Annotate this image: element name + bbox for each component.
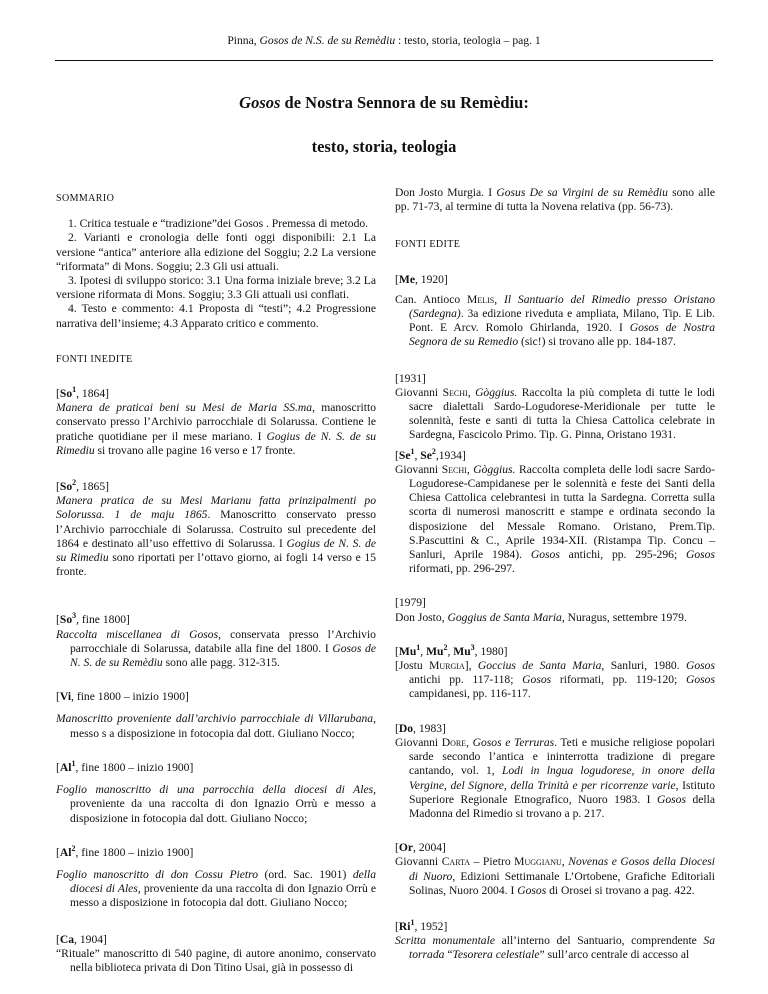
- right-column: [395, 186, 715, 963]
- sommario-list: [56, 217, 376, 331]
- sommario-heading: SOMMARIO: [56, 193, 115, 204]
- source-entry-ca-continued: Don Josto Murgia. I Gosus De sa Virgini de su Remèdiu sono alle pp. 71-73, al termine di tutta la Novena relativa (pp. 56-73).: [395, 186, 715, 214]
- source-entry-ca: [Ca, 1904] “Rituale” manoscritto di 540 pagine, di autore anonimo, conservato nella biblioteca privata di Don Titino Usai, già in possesso di: [56, 932, 376, 974]
- sommario-item: 4. Testo e commento: 4.1 Proposta di “testi”; 4.2 Progressione narrativa dell’insieme; 4.3 Apparato critico e commento.: [56, 302, 376, 330]
- source-entry-do: [Do, 1983] Giovanni Dore, Gosos e Terruras. Teti e musiche religiose popolari sarde secondo l’antica e ininterrotta tradizione di pregare cantando, vol. 1, Lodi in lngua logudorese, in onore della Vergine, del Signore, della Trinità e per ricorrenze varie, Istituto Superiore Regionale Etnografico, Nuoro 1983. I Gosos della Madonna del Rimedio si trovano a p. 217.: [395, 721, 715, 820]
- source-entry-so3: [So$^3$, fine 1800] Raccolta miscellanea di Gosos, conservata presso l’Archivio parrocchiale di Solarussa, databile alla fine del 1800. I Gosos de N. S. de su Remèdiu sono alle pagg. 312-315.: [56, 611, 376, 670]
- fonti-inedite-heading: FONTI INEDITE: [56, 353, 133, 365]
- source-entry-or: [Or, 2004] Giovanni Carta – Pietro Muggianu, Novenas e Gosos della Diocesi di Nuoro, Edizioni Settimanale L’Ortobene, Grafiche Editoriali Solinas, Nuoro 2004. I Gosos di Orosei si trovano a pag. 422.: [395, 841, 716, 897]
- fonti-edite-heading: FONTI EDITE: [395, 239, 461, 251]
- header-rule: [55, 60, 713, 61]
- running-header: Pinna, Gosos de N.S. de su Remèdiu : testo, storia, teologia – pag. 1: [227, 34, 541, 47]
- source-entry-1931: [1931] Giovanni Sechi, Gòggius. Raccolta la più completa di tutte le lodi sacre dialettali Sardo-Logudorese-Meridionale per tutte le solennità, feste e santi di tutta la Chiesa Cattolica celebrate in Sardegna, Fascicolo Primo. Tip. G. Pinna, Oristano 1931.: [395, 371, 716, 442]
- source-entry-me: [Me, 1920] Can. Antioco Melis, Il Santuario del Rimedio presso Oristano (Sardegna). 3a edizione riveduta e ampliata, Milano, Tip. E Lib. Pont. E Arcv. Romolo Ghirlanda, 1920. I Gosos de Nostra Segnora de su Remedio (sic!) si trovano alle pp. 184-187.: [395, 272, 715, 349]
- sommario-item: 1. Critica testuale e “tradizione”dei Gosos . Premessa di metodo.: [68, 217, 369, 231]
- left-column: [56, 186, 376, 975]
- sommario-item: 2. Varianti e cronologia delle fonti oggi disponibili: 2.1 La versione “antica” anteriore alla edizione del Soggiu; 2.2 La versione “riformata” di Mons. Soggiu; 2.3 Gli usi attuali.: [56, 231, 376, 273]
- source-entry-so2: [So$^2$, 1865] Manera pratica de su Mesi Marianu fatta prinzipalmenti po Solorussa. 1 de maju 1865. Manoscritto conservato presso l’Archivio parrocchiale di Solarussa. Costruito sul precedente del 1864 e destinato all’uso effettivo di Solarussa. I Gogius de N. S. de su Rimediu sono riportati per l’ottavo giorno, ai fogli 14 verso e 15 fronte.: [56, 478, 377, 579]
- source-entry-al2: [Al$^2$, fine 1800 – inizio 1900] Foglio manoscritto di don Cossu Pietro (ord. Sac. 1901) della diocesi di Ales, proveniente da una raccolta di don Ignazio Orrù e messo a disposizione in fotocopia dal dott. Giuliano Nocco;: [56, 843, 377, 910]
- source-entry-mu: [Mu$^1$, Mu$^2$, Mu$^3$, 1980] [Jostu Murgia], Goccius de Santa Maria, Sanluri, 1980. Gosos antichi pp. 117-118; Gosos riformati, pp. 119-120; Gosos campidanesi, pp. 116-117.: [395, 643, 715, 701]
- source-entry-ri: [Ri$^1$, 1952] Scritta monumentale all’interno del Santuario, comprendente Sa torrada “Tesorera celestiale” sull’arco centrale di accesso al: [395, 918, 715, 962]
- source-entry-al1: [Al$^1$, fine 1800 – inizio 1900] Foglio manoscritto di una parrocchia della diocesi di Ales, proveniente da una raccolta di don Ignazio Orrù e messo a disposizione in fotocopia dal dott. Giuliano Nocco;: [56, 759, 376, 825]
- source-entry-se: [Se$^1$, Se$^2$,1934] Giovanni Sechi, Gòggius. Raccolta completa delle lodi sacre Sardo-Logudorese-Campidanese per le solennità e feste dei Santi della Chiesa Cattolica celebrantesi in tutta la Sardegna. Corretta sulla scorta di numerosi manoscritt e stampe e ordinata secondo la disposizione del Messale Romano. Oristano, Prem.Tip. S.Pascuttini & C., Aprile 1934-XII. (Ristampa Tip. Concu – Sanluri, Aprile 1984). Gosos antichi, pp. 295-296; Gosos riformati, pp. 296-297.: [395, 446, 715, 576]
- document-subtitle: testo, storia, teologia: [311, 137, 457, 156]
- document-title: Gosos de Nostra Sennora de su Remèdiu:: [239, 93, 529, 112]
- source-entry-1979: [1979] Don Josto, Goggius de Santa Maria, Nuragus, settembre 1979.: [395, 596, 687, 624]
- source-entry-so1: [So$^1$, 1864] Manera de praticai beni su Mesi de Maria SS.ma, manoscritto conservato presso l’Archivio parrocchiale di Solarussa. Contiene le pratiche quotidiane per il mese mariano. I Gogius de N. S. de su Rimediu si trovano alle pagine 16 verso e 17 fronte.: [56, 385, 377, 457]
- source-entry-vi: [Vi, fine 1800 – inizio 1900] Manoscritto proveniente dall’archivio parrocchiale di Villarubana, messo s a disposizione in fotocopia dal dott. Giuliano Nocco;: [56, 690, 376, 740]
- sommario-item: 3. Ipotesi di sviluppo storico: 3.1 Una forma iniziale breve; 3.2 La versione riformata di Mons. Soggiu; 3.3 Gli attuali usi conflati.: [56, 274, 376, 302]
